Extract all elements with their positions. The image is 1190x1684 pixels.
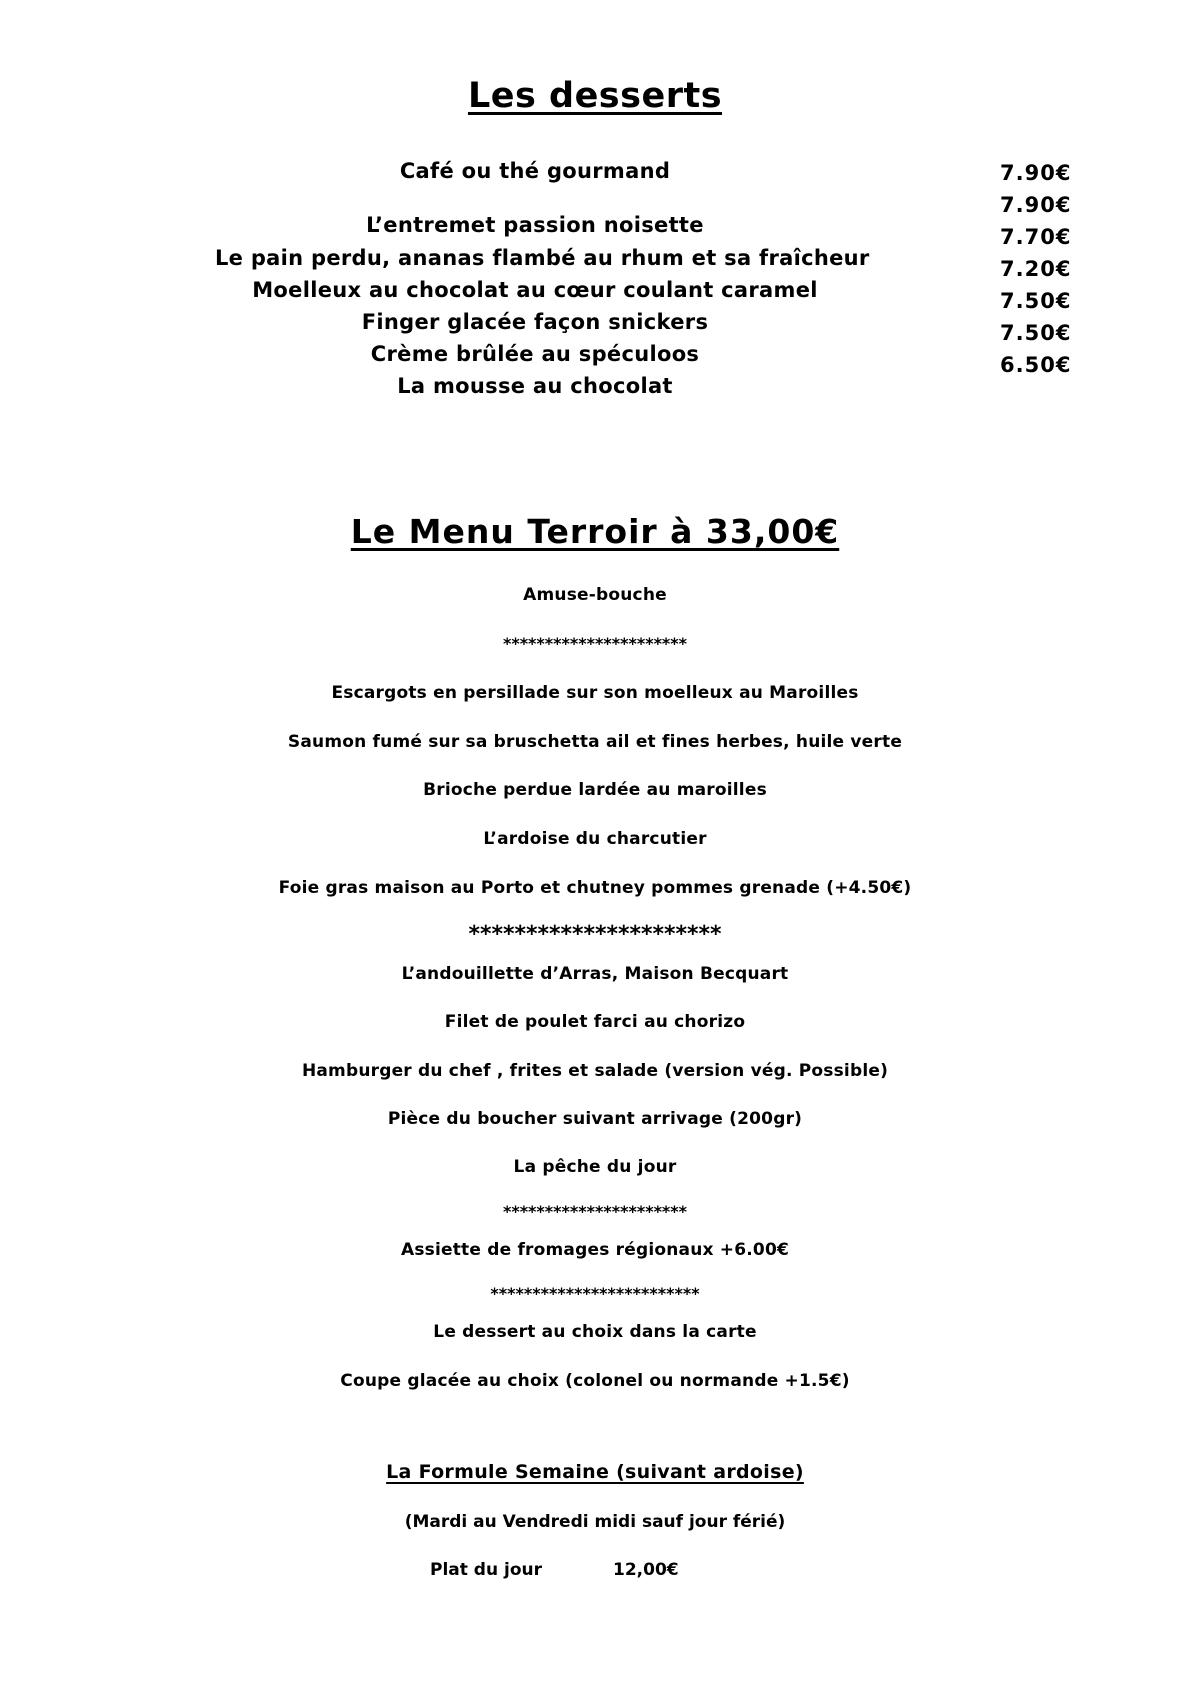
main-course-item: Pièce du boucher suivant arrivage (200gr) <box>387 1109 803 1129</box>
dessert-item-price: 7.50€ <box>1000 321 1072 345</box>
starter-item: Brioche perdue lardée au maroilles <box>423 780 767 800</box>
starter-item: Escargots en persillade sur son moelleux au Maroilles <box>331 683 859 703</box>
dessert-item-price: 7.50€ <box>1000 289 1072 313</box>
main-course-item: L’andouillette d’Arras, Maison Becquart <box>401 964 789 984</box>
dessert-item-price: 7.20€ <box>1000 257 1072 281</box>
main-course-item: Filet de poulet farci au chorizo <box>444 1012 746 1032</box>
dessert-item-price: 6.50€ <box>1000 353 1072 377</box>
dessert-item-name: La mousse au chocolat <box>397 374 673 398</box>
cheese-option: Assiette de fromages régionaux +6.00€ <box>400 1240 789 1260</box>
formule-semaine-title: La Formule Semaine (suivant ardoise) <box>386 1461 804 1483</box>
starter-item: Saumon fumé sur sa bruschetta ail et fines herbes, huile verte <box>287 732 903 752</box>
main-course-item: La pêche du jour <box>513 1157 677 1177</box>
separator: ********************** <box>468 922 722 947</box>
main-course-item: Hamburger du chef , frites et salade (version vég. Possible) <box>301 1061 889 1081</box>
menu-terroir-title: Le Menu Terroir à 33,00€ <box>350 512 840 551</box>
dessert-item-name: Finger glacée façon snickers <box>361 310 709 334</box>
dessert-item-price: 7.90€ <box>1000 193 1072 217</box>
desserts-section-title: Les desserts <box>467 76 723 116</box>
dessert-item-name: Café ou thé gourmand <box>399 159 671 183</box>
plat-du-jour-label: Plat du jour <box>430 1560 542 1580</box>
dessert-item-name: Crème brûlée au spéculoos <box>370 342 700 366</box>
dessert-item-price: 7.90€ <box>1000 161 1072 185</box>
separator: ********************** <box>502 634 688 653</box>
dessert-item-name: Moelleux au chocolat au cœur coulant caramel <box>252 278 818 302</box>
starter-item: Foie gras maison au Porto et chutney pommes grenade (+4.50€) <box>278 878 912 898</box>
dessert-item-name: L’entremet passion noisette <box>366 213 704 237</box>
separator: ************************* <box>490 1284 700 1303</box>
dessert-item-price: 7.70€ <box>1000 225 1072 249</box>
separator: ********************** <box>502 1202 688 1221</box>
formule-semaine-subtitle: (Mardi au Vendredi midi sauf jour férié) <box>404 1512 786 1532</box>
dessert-option: Coupe glacée au choix (colonel ou normande +1.5€) <box>340 1371 850 1391</box>
starter-item: L’ardoise du charcutier <box>483 829 707 849</box>
dessert-option: Le dessert au choix dans la carte <box>433 1322 757 1342</box>
plat-du-jour-price: 12,00€ <box>613 1560 679 1580</box>
amuse-bouche-line: Amuse-bouche <box>523 585 667 605</box>
dessert-item-name: Le pain perdu, ananas flambé au rhum et sa fraîcheur <box>215 246 870 270</box>
